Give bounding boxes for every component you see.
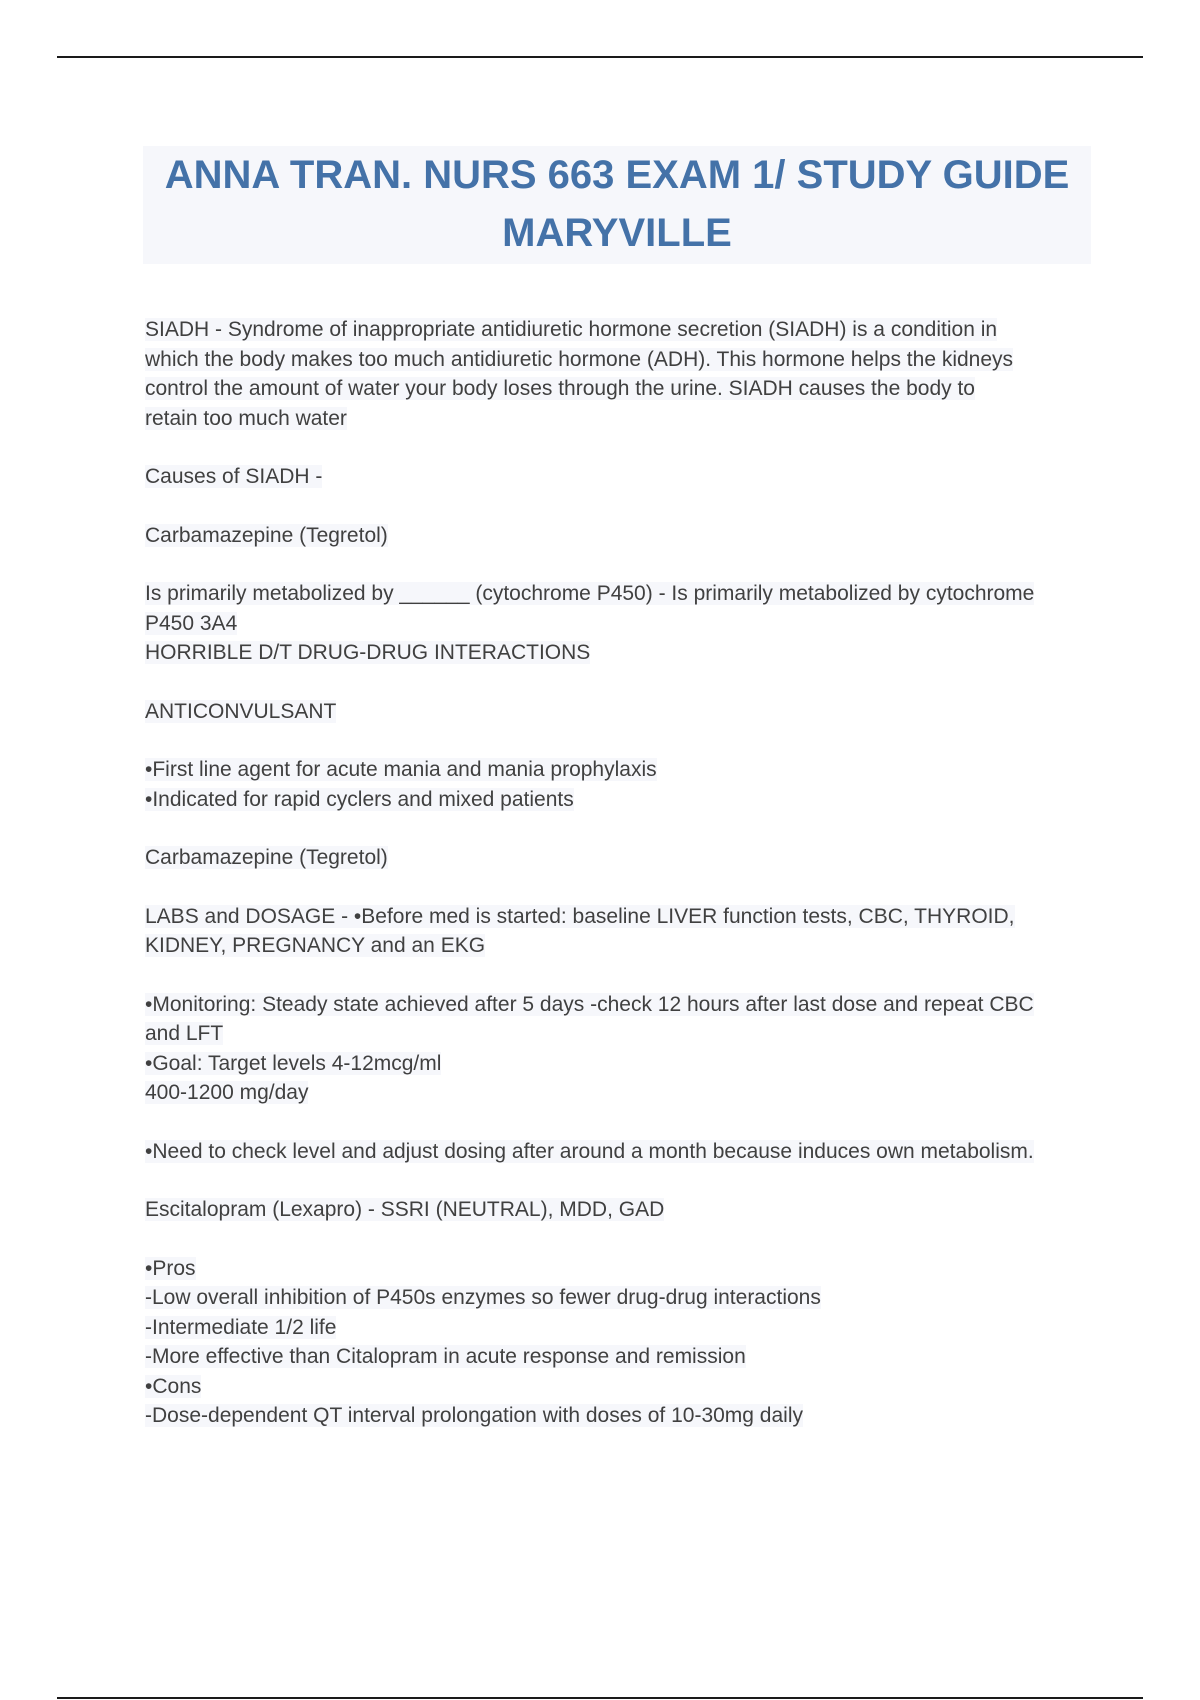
paragraph [145,1195,1095,1225]
text-line [145,902,1095,932]
text-line-content: and LFT [145,1022,224,1045]
text-line [145,1137,1095,1167]
text-line [145,462,1095,492]
text-line [145,315,1095,345]
text-line [145,990,1095,1020]
paragraph [145,521,1095,551]
paragraph [145,1137,1095,1167]
paragraph [145,697,1095,727]
text-line [145,1078,1095,1108]
text-line [145,579,1095,609]
text-line-content: Causes of SIADH - [145,465,323,488]
paragraph [145,462,1095,492]
text-line [145,1254,1095,1284]
text-line [145,843,1095,873]
text-line [145,1283,1095,1313]
text-line-content: Is primarily metabolized by ______ (cytochrome P450) - Is primarily metabolized by cytochrome [145,582,1035,605]
title-line-2: MARYVILLE [502,211,732,255]
text-line-content: SIADH - Syndrome of inappropriate antidiuretic hormone secretion (SIADH) is a condition in [145,318,998,341]
paragraph [145,755,1095,814]
text-line-content: ANTICONVULSANT [145,699,337,723]
text-line [145,345,1095,375]
text-line-content: -Dose-dependent QT interval prolongation with doses of 10-30mg daily [145,1404,803,1427]
bottom-rule [57,1697,1143,1699]
text-line [145,521,1095,551]
text-line-content: -Low overall inhibition of P450s enzymes so fewer drug-drug interactions [145,1286,821,1309]
text-line [145,697,1095,727]
text-line-content: Carbamazepine (Tegretol) [145,846,388,869]
text-line [145,785,1095,815]
paragraph [145,1254,1095,1431]
text-line-content: 400-1200 mg/day [145,1081,309,1104]
text-line-content: HORRIBLE D/T DRUG-DRUG INTERACTIONS [145,641,591,664]
text-line [145,1049,1095,1079]
text-line-content: •Cons [145,1374,202,1398]
text-line [145,609,1095,639]
text-line [145,404,1095,434]
text-line-content: •Pros [145,1256,196,1280]
text-line-content: Escitalopram (Lexapro) - SSRI (NEUTRAL), MDD, GAD [145,1198,665,1221]
paragraph [145,990,1095,1108]
text-line-content: Carbamazepine (Tegretol) [145,523,388,547]
text-line [145,1195,1095,1225]
text-line-content: P450 3A4 [145,611,238,635]
document-title [143,146,1091,264]
text-line-content: KIDNEY, PREGNANCY and an EKG [145,934,486,957]
text-line [145,1401,1095,1431]
text-line-content: •Indicated for rapid cyclers and mixed patients [145,787,574,811]
text-line [145,638,1095,668]
text-line [145,1019,1095,1049]
text-line [145,1372,1095,1402]
paragraph [145,843,1095,873]
title-line-1: ANNA TRAN. NURS 663 EXAM 1/ STUDY GUIDE [164,153,1070,197]
text-line-content: -Intermediate 1/2 life [145,1315,337,1339]
text-line [145,1313,1095,1343]
text-line-content: -More effective than Citalopram in acute response and remission [145,1345,746,1368]
text-line-content: LABS and DOSAGE - •Before med is started: baseline LIVER function tests, CBC, THYROID, [145,904,1015,928]
top-rule [57,56,1143,58]
text-line [145,931,1095,961]
text-line [145,1342,1095,1372]
text-line [145,755,1095,785]
paragraph [145,579,1095,668]
document-body [145,315,1095,1460]
text-line-content: •Need to check level and adjust dosing after around a month because induces own metabolism. [145,1139,1034,1163]
text-line [145,374,1095,404]
text-line-content: •Goal: Target levels 4-12mcg/ml [145,1051,442,1075]
text-line-content: retain too much water [145,406,347,430]
text-line-content: •First line agent for acute mania and mania prophylaxis [145,758,657,781]
text-line-content: control the amount of water your body loses through the urine. SIADH causes the body to [145,377,975,400]
paragraph [145,315,1095,433]
text-line-content: •Monitoring: Steady state achieved after 5 days -check 12 hours after last dose and repeat CBC [145,992,1034,1016]
paragraph [145,902,1095,961]
text-line-content: which the body makes too much antidiuretic hormone (ADH). This hormone helps the kidneys [145,347,1014,371]
